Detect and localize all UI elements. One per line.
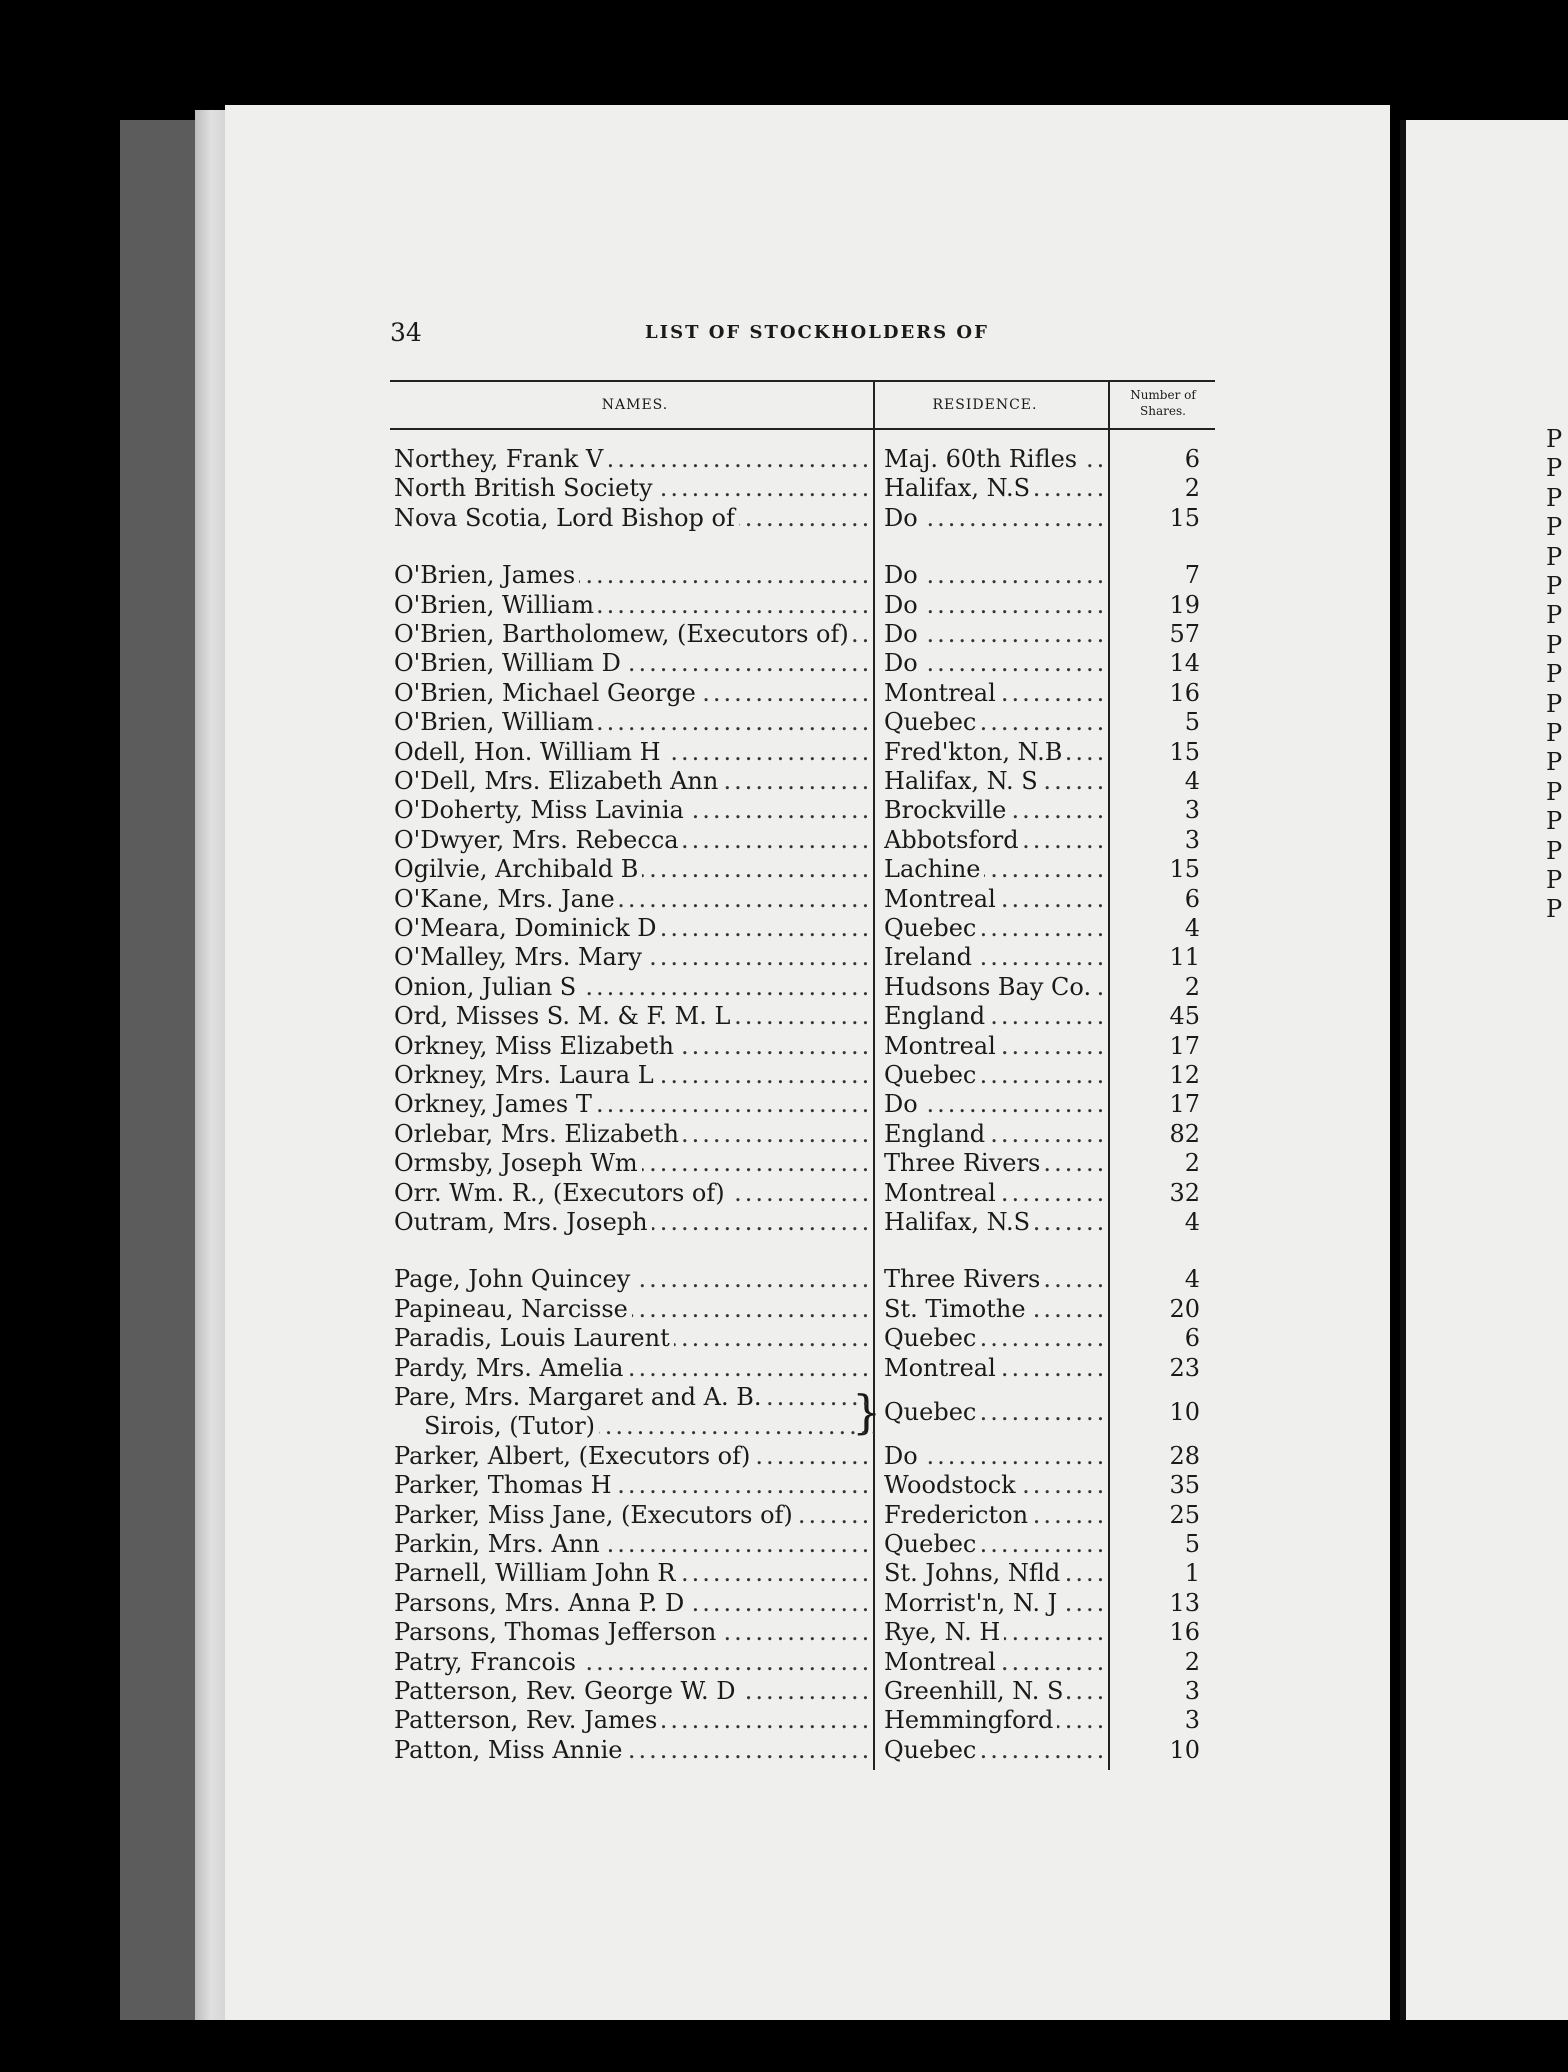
table-row	[0, 445, 1568, 474]
stockholder-name	[394, 1383, 874, 1412]
stockholder-residence-text: Halifax, N.S	[884, 474, 1034, 502]
stockholder-residence	[884, 1677, 1109, 1706]
stockholder-shares: 19	[1169, 590, 1200, 619]
facing-page-letter: P	[1546, 777, 1563, 806]
stockholder-residence-text: Halifax, N.S	[884, 1208, 1034, 1236]
table-row	[0, 1179, 1568, 1208]
stockholder-residence-text: England	[884, 1002, 989, 1030]
stockholder-residence	[884, 1442, 1109, 1471]
stockholder-name-text: Parkin, Mrs. Ann	[394, 1530, 604, 1558]
stockholder-name	[394, 1120, 874, 1149]
stockholder-residence	[884, 738, 1109, 767]
stockholder-shares: 6	[1184, 884, 1200, 913]
stockholder-shares: 2	[1184, 972, 1200, 1001]
stockholder-residence	[884, 1032, 1109, 1061]
stockholder-residence-text: Montreal	[884, 1354, 1000, 1382]
stockholder-name	[394, 1648, 874, 1677]
table-row	[0, 1002, 1568, 1031]
stockholder-name-continuation-text: Sirois, (Tutor)	[424, 1412, 599, 1440]
stockholder-residence	[884, 914, 1109, 943]
stockholder-shares: 10	[1169, 1397, 1200, 1426]
stockholder-name	[394, 1618, 874, 1647]
table-row	[0, 1677, 1568, 1706]
stockholder-residence-text: Hudsons Bay Co.	[884, 973, 1095, 1001]
stockholder-name	[394, 738, 874, 767]
facing-page-letter: P	[1546, 689, 1563, 718]
stockholder-name-text: O'Brien, James	[394, 561, 579, 589]
table-row	[0, 1295, 1568, 1324]
facing-page-letter: P	[1546, 483, 1563, 512]
stockholder-name	[394, 1090, 874, 1119]
stockholder-residence-text: Hemmingford	[884, 1706, 1057, 1734]
facing-page-letter: P	[1546, 748, 1563, 777]
stockholder-name	[394, 1442, 874, 1471]
column-header-names: NAMES.	[601, 397, 669, 413]
stockholder-name-text: Parker, Thomas H	[394, 1471, 616, 1499]
table-row	[0, 738, 1568, 767]
stockholder-residence-text: Quebec	[884, 708, 980, 736]
stockholder-name	[394, 1324, 874, 1353]
stockholder-residence-text: St. Timothe	[884, 1295, 1030, 1323]
stockholder-name-text: O'Doherty, Miss Lavinia	[394, 796, 688, 824]
table-row	[0, 1736, 1568, 1765]
stockholder-shares: 15	[1169, 503, 1200, 532]
stockholder-residence-text: Do	[884, 649, 922, 677]
stockholder-residence-text: Fredericton	[884, 1501, 1032, 1529]
stockholder-name-text: Northey, Frank V	[394, 445, 607, 473]
stockholder-name	[394, 445, 874, 474]
stockholder-residence-text: Quebec	[884, 1736, 980, 1764]
stockholder-name-text: O'Brien, Bartholomew, (Executors of)	[394, 620, 853, 648]
stockholder-name	[394, 826, 874, 855]
table-row	[0, 1032, 1568, 1061]
stockholder-residence	[884, 1706, 1109, 1735]
table-row	[0, 1648, 1568, 1677]
stockholder-residence	[884, 649, 1109, 678]
stockholder-name	[394, 591, 874, 620]
stockholder-residence	[884, 1398, 1109, 1427]
table-row	[0, 1208, 1568, 1237]
stockholder-residence	[884, 1090, 1109, 1119]
stockholder-residence-text: Montreal	[884, 1648, 1000, 1676]
table-row	[0, 1442, 1568, 1471]
stockholder-name-text: Ogilvie, Archibald B	[394, 855, 642, 883]
stockholder-shares: 3	[1184, 825, 1200, 854]
stockholder-name	[394, 649, 874, 678]
stockholder-name	[394, 1736, 874, 1765]
stockholder-residence	[884, 1179, 1109, 1208]
stockholder-name-text: Parsons, Mrs. Anna P. D	[394, 1589, 688, 1617]
stockholder-shares: 13	[1169, 1588, 1200, 1617]
stockholder-shares: 15	[1169, 737, 1200, 766]
stockholder-name-text: O'Dwyer, Mrs. Rebecca	[394, 826, 683, 854]
facing-page-letter: P	[1546, 454, 1563, 483]
stockholder-residence	[884, 1648, 1109, 1677]
column-header-shares-1: Number of	[1130, 388, 1196, 402]
stockholder-residence-text: Woodstock	[884, 1471, 1020, 1499]
stockholder-shares: 57	[1169, 620, 1200, 648]
stockholder-name-text: O'Brien, William	[394, 708, 598, 736]
stockholder-residence	[884, 1736, 1109, 1765]
stockholder-name	[394, 620, 874, 649]
stockholder-shares: 25	[1169, 1500, 1200, 1529]
stockholder-shares: 2	[1184, 474, 1200, 503]
stockholder-shares: 5	[1184, 708, 1200, 737]
stockholder-name-text: Odell, Hon. William H	[394, 738, 665, 766]
stockholder-name-text: Orkney, James T	[394, 1090, 596, 1118]
stockholder-residence-text: Montreal	[884, 885, 1000, 913]
stockholder-shares: 32	[1169, 1178, 1200, 1207]
table-row	[0, 1706, 1568, 1735]
table-row	[0, 1090, 1568, 1119]
table-row	[0, 1530, 1568, 1559]
facing-page-letter: P	[1546, 866, 1563, 894]
stockholder-name	[394, 1179, 874, 1208]
stockholder-shares: 2	[1184, 1149, 1200, 1178]
stockholder-shares: 4	[1184, 1265, 1200, 1294]
table-row	[0, 474, 1568, 503]
stockholder-name-text: Onion, Julian S	[394, 973, 580, 1001]
stockholder-residence	[884, 1559, 1109, 1588]
stockholder-name	[394, 1589, 874, 1618]
stockholder-residence	[884, 1295, 1109, 1324]
facing-page-letter: P	[1546, 719, 1563, 747]
stockholder-name-continuation	[424, 1412, 874, 1441]
stockholder-residence	[884, 1208, 1109, 1237]
stockholder-shares: 3	[1184, 1677, 1200, 1705]
stockholder-name	[394, 943, 874, 972]
stockholder-residence-text: Quebec	[884, 914, 980, 942]
stockholder-name	[394, 973, 874, 1002]
stockholder-residence-text: Ireland	[884, 943, 976, 971]
stockholder-residence	[884, 1471, 1109, 1500]
stockholder-name	[394, 796, 874, 825]
table-row	[0, 1354, 1568, 1383]
stockholder-shares: 12	[1169, 1061, 1200, 1089]
stockholder-residence	[884, 796, 1109, 825]
stockholder-residence	[884, 504, 1109, 533]
facing-page-letter: P	[1546, 836, 1563, 865]
stockholder-name-text: Patry, Francois	[394, 1648, 580, 1676]
table-row	[0, 1501, 1568, 1530]
stockholder-name	[394, 474, 874, 503]
stockholder-residence-text: Do	[884, 591, 922, 619]
stockholder-name	[394, 1061, 874, 1090]
table-row	[0, 649, 1568, 678]
running-head: LIST OF STOCKHOLDERS OF	[645, 322, 989, 343]
stockholder-residence-text: Fred'kton, N.B	[884, 738, 1066, 766]
stockholder-name-text: Orr. Wm. R., (Executors of)	[394, 1179, 729, 1207]
facing-page-letter: P	[1546, 807, 1563, 836]
stockholder-name	[394, 1265, 874, 1294]
stockholder-shares: 15	[1169, 855, 1200, 884]
stockholder-residence-text: Montreal	[884, 1179, 1000, 1207]
stockholder-residence-text: Do	[884, 1442, 922, 1470]
stockholder-residence-text: Greenhill, N. S	[884, 1677, 1067, 1705]
stockholder-residence	[884, 855, 1109, 884]
table-row	[0, 591, 1568, 620]
table-row	[0, 1149, 1568, 1178]
stockholder-shares: 14	[1169, 649, 1200, 678]
stockholder-name-text: Patterson, Rev. James	[394, 1706, 661, 1734]
stockholder-residence-text: Do	[884, 561, 922, 589]
stockholder-shares: 4	[1184, 767, 1200, 795]
table-row	[0, 561, 1568, 590]
facing-page-letter: P	[1546, 425, 1563, 453]
stockholder-name	[394, 1002, 874, 1031]
stockholder-shares: 4	[1184, 914, 1200, 942]
stockholder-shares: 5	[1184, 1530, 1200, 1558]
table-row	[0, 1559, 1568, 1588]
page-number: 34	[390, 318, 422, 347]
stockholder-shares: 3	[1184, 796, 1200, 825]
stockholder-residence-text: Montreal	[884, 679, 1000, 707]
stockholder-shares: 17	[1169, 1031, 1200, 1060]
brace-glyph: }	[852, 1385, 882, 1439]
stockholder-name-text: Page, John Quincey	[394, 1265, 634, 1293]
stockholder-name-text: Ord, Misses S. M. & F. M. L	[394, 1002, 734, 1030]
stockholder-residence	[884, 1324, 1109, 1353]
stockholder-residence-text: Do	[884, 620, 922, 648]
facing-page-letter: P	[1546, 572, 1563, 600]
stockholder-residence-text: St. Johns, Nfld	[884, 1559, 1064, 1587]
stockholder-shares: 11	[1169, 943, 1200, 972]
stockholder-name-text: Outram, Mrs. Joseph	[394, 1208, 652, 1236]
stockholder-residence	[884, 1265, 1109, 1294]
stockholder-name	[394, 1354, 874, 1383]
stockholder-residence	[884, 1149, 1109, 1178]
stockholder-name-text: Orkney, Miss Elizabeth	[394, 1032, 678, 1060]
table-row	[0, 1061, 1568, 1090]
stockholder-name	[394, 1149, 874, 1178]
stockholder-name-text: Pardy, Mrs. Amelia	[394, 1354, 627, 1382]
stockholder-name	[394, 679, 874, 708]
column-header-shares-2: Shares.	[1140, 404, 1186, 418]
stockholder-name-text: Nova Scotia, Lord Bishop of	[394, 504, 739, 532]
header-bottom-rule	[390, 428, 1215, 430]
stockholder-residence	[884, 973, 1109, 1002]
stockholder-shares: 16	[1169, 678, 1200, 707]
stockholder-residence	[884, 474, 1109, 503]
stockholder-shares: 28	[1169, 1441, 1200, 1470]
facing-page-letter: P	[1546, 601, 1563, 630]
facing-page-letter: P	[1546, 660, 1563, 689]
stockholder-name-text: North British Society	[394, 474, 657, 502]
stockholder-name	[394, 767, 874, 796]
header-top-rule	[390, 380, 1215, 382]
stockholder-residence-text: Montreal	[884, 1032, 1000, 1060]
stockholder-shares: 45	[1169, 1002, 1200, 1031]
stockholder-residence	[884, 1354, 1109, 1383]
stockholder-name	[394, 504, 874, 533]
table-row	[0, 973, 1568, 1002]
stockholder-shares: 4	[1184, 1208, 1200, 1236]
stockholder-residence	[884, 1061, 1109, 1090]
stockholder-name-text: Paradis, Louis Laurent	[394, 1324, 674, 1352]
stockholder-residence-text: Morrist'n, N. J	[884, 1589, 1061, 1617]
stockholder-residence	[884, 1618, 1109, 1647]
stockholder-residence	[884, 1002, 1109, 1031]
table-row	[0, 767, 1568, 796]
stockholder-name-text: O'Meara, Dominick D	[394, 914, 661, 942]
table-row	[0, 796, 1568, 825]
stockholder-shares: 1	[1184, 1559, 1200, 1588]
facing-page-letter: P	[1546, 513, 1563, 542]
table-row	[0, 1589, 1568, 1618]
stockholder-name-text: Ormsby, Joseph Wm	[394, 1149, 642, 1177]
stockholder-residence-text: Do	[884, 1090, 922, 1118]
table-row	[0, 943, 1568, 972]
stockholder-residence	[884, 445, 1109, 474]
stockholder-residence	[884, 1120, 1109, 1149]
stockholder-name-text: Parker, Albert, (Executors of)	[394, 1442, 754, 1470]
stockholder-name	[394, 855, 874, 884]
stockholder-shares: 16	[1169, 1618, 1200, 1647]
stockholder-residence	[884, 826, 1109, 855]
stockholder-residence-text: Quebec	[884, 1324, 980, 1352]
table-row	[0, 504, 1568, 533]
stockholder-name	[394, 561, 874, 590]
column-header-residence: RESIDENCE.	[932, 397, 1038, 413]
stockholder-name	[394, 1501, 874, 1530]
table-row	[0, 679, 1568, 708]
stockholder-name-text: Orlebar, Mrs. Elizabeth	[394, 1120, 683, 1148]
table-row	[0, 708, 1568, 737]
stockholder-name-text: O'Malley, Mrs. Mary	[394, 943, 646, 971]
stockholder-residence-text: Do	[884, 504, 922, 532]
stockholder-shares: 3	[1184, 1706, 1200, 1735]
stockholder-name-text: Patterson, Rev. George W. D	[394, 1677, 740, 1705]
stockholder-shares: 23	[1169, 1353, 1200, 1382]
stockholder-shares: 6	[1184, 1324, 1200, 1353]
stockholder-residence	[884, 708, 1109, 737]
facing-page-letter: P	[1546, 630, 1563, 659]
stockholder-name	[394, 1559, 874, 1588]
stockholder-name-text: Parsons, Thomas Jefferson	[394, 1618, 720, 1646]
stockholder-name	[394, 1032, 874, 1061]
stockholder-name	[394, 1471, 874, 1500]
stockholder-name-text: Orkney, Mrs. Laura L	[394, 1061, 658, 1089]
stockholder-name	[394, 885, 874, 914]
stockholder-residence	[884, 591, 1109, 620]
stockholder-residence-text: Lachine	[884, 855, 984, 883]
stockholder-name-text: O'Brien, William	[394, 591, 598, 619]
stockholder-residence-text: Quebec	[884, 1530, 980, 1558]
stockholder-residence	[884, 561, 1109, 590]
table-row	[0, 1120, 1568, 1149]
stockholder-shares: 2	[1184, 1647, 1200, 1676]
stockholder-residence-text: Brockville	[884, 796, 1010, 824]
stockholder-name-text: Parker, Miss Jane, (Executors of)	[394, 1501, 797, 1529]
stockholder-residence	[884, 943, 1109, 972]
stockholder-name-text: Papineau, Narcisse	[394, 1295, 632, 1323]
stockholder-residence	[884, 679, 1109, 708]
stockholder-residence-text: Maj. 60th Rifles	[884, 445, 1081, 473]
stockholder-name-text: Parnell, William John R	[394, 1559, 679, 1587]
stockholder-shares: 35	[1169, 1471, 1200, 1500]
table-row	[0, 1265, 1568, 1294]
stockholder-residence	[884, 767, 1109, 796]
stockholder-name-text: O'Brien, William D	[394, 649, 625, 677]
stockholder-name-text: O'Kane, Mrs. Jane	[394, 885, 619, 913]
table-row	[0, 855, 1568, 884]
table-row	[0, 1324, 1568, 1353]
stockholder-name-text: Pare, Mrs. Margaret and A. B.	[394, 1383, 766, 1411]
stockholder-shares: 20	[1169, 1294, 1200, 1323]
stockholder-residence-text: Halifax, N. S	[884, 767, 1042, 795]
stockholder-name	[394, 708, 874, 737]
stockholder-name	[394, 1530, 874, 1559]
stockholder-name	[394, 1208, 874, 1237]
stockholder-shares: 10	[1169, 1735, 1200, 1764]
stockholder-residence-text: Quebec	[884, 1061, 980, 1089]
stockholder-residence	[884, 1530, 1109, 1559]
stockholder-shares: 6	[1184, 445, 1200, 473]
stockholder-name	[394, 1677, 874, 1706]
stockholder-shares: 7	[1184, 561, 1200, 590]
stockholder-name	[394, 1295, 874, 1324]
stockholder-name-text: Patton, Miss Annie	[394, 1736, 626, 1764]
stockholder-name	[394, 1706, 874, 1735]
table-row	[0, 1618, 1568, 1647]
stockholder-residence-text: Three Rivers	[884, 1265, 1044, 1293]
stockholder-name	[394, 914, 874, 943]
stockholder-shares: 82	[1169, 1119, 1200, 1148]
stockholder-residence-text: Three Rivers	[884, 1149, 1044, 1177]
table-row	[0, 1383, 1568, 1441]
facing-page-letter: P	[1546, 542, 1563, 571]
stockholder-residence-text: Abbotsford	[884, 826, 1023, 854]
stockholder-residence	[884, 885, 1109, 914]
stockholder-residence	[884, 620, 1109, 649]
stockholder-name-text: O'Brien, Michael George	[394, 679, 700, 707]
table-row	[0, 885, 1568, 914]
stockholder-residence-text: Rye, N. H	[884, 1618, 1004, 1646]
stockholder-residence	[884, 1589, 1109, 1618]
table-row	[0, 620, 1568, 649]
stockholder-name-text: O'Dell, Mrs. Elizabeth Ann	[394, 767, 722, 795]
table-row	[0, 1471, 1568, 1500]
stockholder-residence-text: England	[884, 1120, 989, 1148]
stockholder-shares: 17	[1169, 1090, 1200, 1119]
stockholder-residence-text: Quebec	[884, 1398, 980, 1426]
facing-page-letter: P	[1546, 895, 1563, 924]
table-row	[0, 826, 1568, 855]
stockholder-residence	[884, 1501, 1109, 1530]
table-row	[0, 914, 1568, 943]
